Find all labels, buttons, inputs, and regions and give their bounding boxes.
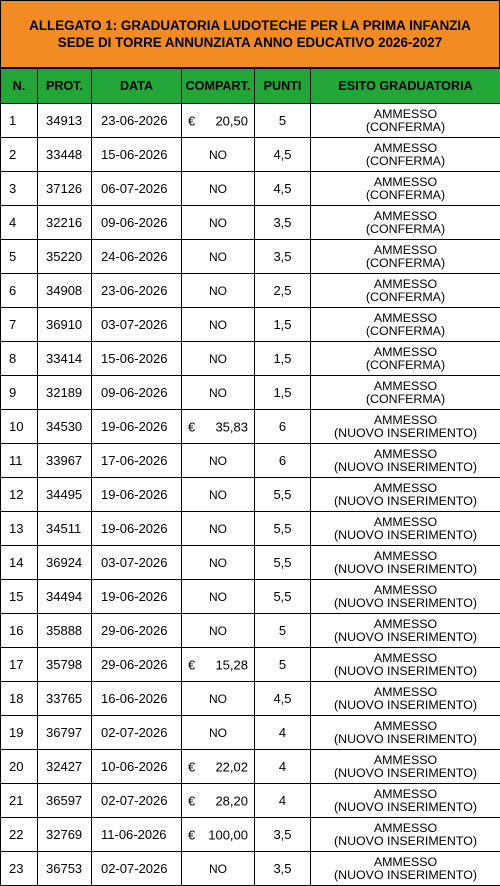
cell-prot: 34494 [38, 580, 92, 614]
cell-compart: NO [182, 512, 255, 546]
table-row [1, 240, 500, 274]
cell-compart: NO [182, 580, 255, 614]
cell-data: 03-07-2026 [92, 546, 182, 580]
esito-detail: (NUOVO INSERIMENTO) [311, 427, 500, 440]
euro-sign: € [188, 419, 195, 434]
cell-prot: 32427 [38, 750, 92, 784]
cell-n: 20 [1, 750, 38, 784]
cell-punti: 3,5 [255, 206, 311, 240]
cell-prot: 34495 [38, 478, 92, 512]
table-row [1, 410, 500, 444]
esito-detail: (CONFERMA) [311, 393, 500, 406]
header-punti: PUNTI [255, 69, 311, 104]
cell-punti: 3,5 [255, 852, 311, 886]
esito-status: AMMESSO [311, 448, 500, 461]
cell-esito [311, 478, 500, 512]
esito-detail: (NUOVO INSERIMENTO) [311, 835, 500, 848]
euro-sign: € [188, 827, 195, 842]
table-row [1, 818, 500, 852]
esito-detail: (CONFERMA) [311, 189, 500, 202]
compart-amount: 35,83 [215, 419, 248, 434]
cell-n: 2 [1, 138, 38, 172]
cell-compart [182, 410, 255, 444]
cell-n: 9 [1, 376, 38, 410]
cell-compart: NO [182, 682, 255, 716]
cell-compart: NO [182, 206, 255, 240]
euro-sign: € [188, 657, 195, 672]
cell-punti: 4,5 [255, 172, 311, 206]
euro-sign: € [188, 113, 195, 128]
esito-status: AMMESSO [311, 176, 500, 189]
cell-data: 02-07-2026 [92, 716, 182, 750]
table-row [1, 478, 500, 512]
cell-punti: 1,5 [255, 308, 311, 342]
cell-compart: NO [182, 308, 255, 342]
compart-amount: 15,28 [215, 657, 248, 672]
cell-n: 8 [1, 342, 38, 376]
cell-n: 1 [1, 104, 38, 138]
esito-detail: (NUOVO INSERIMENTO) [311, 801, 500, 814]
cell-prot: 33414 [38, 342, 92, 376]
cell-esito [311, 308, 500, 342]
table-row [1, 682, 500, 716]
cell-esito [311, 852, 500, 886]
cell-compart: NO [182, 240, 255, 274]
table-row [1, 614, 500, 648]
cell-compart: NO [182, 342, 255, 376]
cell-compart [182, 750, 255, 784]
cell-esito [311, 784, 500, 818]
cell-punti: 5,5 [255, 478, 311, 512]
esito-detail: (CONFERMA) [311, 121, 500, 134]
table-row [1, 274, 500, 308]
cell-n: 19 [1, 716, 38, 750]
cell-prot: 35798 [38, 648, 92, 682]
cell-prot: 34511 [38, 512, 92, 546]
esito-status: AMMESSO [311, 142, 500, 155]
esito-detail: (NUOVO INSERIMENTO) [311, 597, 500, 610]
esito-status: AMMESSO [311, 244, 500, 257]
esito-detail: (CONFERMA) [311, 223, 500, 236]
table-row [1, 138, 500, 172]
cell-prot: 33967 [38, 444, 92, 478]
esito-detail: (CONFERMA) [311, 257, 500, 270]
esito-detail: (NUOVO INSERIMENTO) [311, 869, 500, 882]
cell-compart [182, 784, 255, 818]
cell-data: 15-06-2026 [92, 342, 182, 376]
cell-esito [311, 682, 500, 716]
cell-punti: 5,5 [255, 580, 311, 614]
cell-n: 17 [1, 648, 38, 682]
esito-status: AMMESSO [311, 380, 500, 393]
cell-data: 29-06-2026 [92, 614, 182, 648]
cell-n: 22 [1, 818, 38, 852]
cell-prot: 32216 [38, 206, 92, 240]
cell-compart: NO [182, 376, 255, 410]
cell-prot: 37126 [38, 172, 92, 206]
table-body [1, 104, 500, 886]
esito-status: AMMESSO [311, 278, 500, 291]
cell-data: 19-06-2026 [92, 580, 182, 614]
cell-data: 10-06-2026 [92, 750, 182, 784]
esito-status: AMMESSO [311, 618, 500, 631]
table-row [1, 716, 500, 750]
cell-esito [311, 750, 500, 784]
cell-esito [311, 580, 500, 614]
table-row [1, 104, 500, 138]
cell-n: 14 [1, 546, 38, 580]
header-data: DATA [92, 69, 182, 104]
cell-n: 5 [1, 240, 38, 274]
cell-n: 15 [1, 580, 38, 614]
cell-compart [182, 818, 255, 852]
cell-esito [311, 376, 500, 410]
esito-detail: (NUOVO INSERIMENTO) [311, 529, 500, 542]
cell-prot: 33765 [38, 682, 92, 716]
cell-prot: 36597 [38, 784, 92, 818]
cell-compart: NO [182, 716, 255, 750]
esito-status: AMMESSO [311, 210, 500, 223]
cell-data: 02-07-2026 [92, 784, 182, 818]
cell-data: 09-06-2026 [92, 206, 182, 240]
cell-punti: 5,5 [255, 512, 311, 546]
cell-data: 06-07-2026 [92, 172, 182, 206]
header-esito: ESITO GRADUATORIA [311, 69, 500, 104]
cell-punti: 3,5 [255, 818, 311, 852]
table-row [1, 750, 500, 784]
cell-punti: 6 [255, 444, 311, 478]
esito-status: AMMESSO [311, 754, 500, 767]
header-n: N. [1, 69, 38, 104]
cell-esito [311, 444, 500, 478]
cell-esito [311, 104, 500, 138]
euro-sign: € [188, 793, 195, 808]
cell-data: 15-06-2026 [92, 138, 182, 172]
esito-detail: (NUOVO INSERIMENTO) [311, 733, 500, 746]
cell-prot: 32189 [38, 376, 92, 410]
cell-data: 16-06-2026 [92, 682, 182, 716]
esito-detail: (NUOVO INSERIMENTO) [311, 665, 500, 678]
cell-punti: 4,5 [255, 138, 311, 172]
table-row [1, 444, 500, 478]
cell-punti: 3,5 [255, 240, 311, 274]
table-row [1, 546, 500, 580]
cell-esito [311, 614, 500, 648]
cell-data: 19-06-2026 [92, 478, 182, 512]
esito-detail: (NUOVO INSERIMENTO) [311, 699, 500, 712]
title-banner [0, 0, 500, 68]
compart-amount: 20,50 [215, 113, 248, 128]
cell-esito [311, 648, 500, 682]
cell-n: 13 [1, 512, 38, 546]
cell-esito [311, 206, 500, 240]
esito-detail: (CONFERMA) [311, 359, 500, 372]
esito-status: AMMESSO [311, 550, 500, 563]
cell-compart: NO [182, 614, 255, 648]
esito-detail: (CONFERMA) [311, 325, 500, 338]
cell-punti: 4 [255, 784, 311, 818]
cell-punti: 1,5 [255, 342, 311, 376]
header-compart: COMPART. [182, 69, 255, 104]
cell-n: 18 [1, 682, 38, 716]
cell-n: 16 [1, 614, 38, 648]
title-line-1: ALLEGATO 1: GRADUATORIA LUDOTECHE PER LA PRIMA INFANZIA [29, 17, 471, 34]
cell-esito [311, 274, 500, 308]
table-row [1, 648, 500, 682]
esito-status: AMMESSO [311, 652, 500, 665]
cell-prot: 36797 [38, 716, 92, 750]
compart-amount: 28,20 [215, 793, 248, 808]
cell-punti: 5 [255, 104, 311, 138]
euro-sign: € [188, 759, 195, 774]
cell-data: 03-07-2026 [92, 308, 182, 342]
cell-punti: 5 [255, 614, 311, 648]
esito-status: AMMESSO [311, 482, 500, 495]
cell-compart: NO [182, 172, 255, 206]
cell-punti: 5,5 [255, 546, 311, 580]
esito-detail: (NUOVO INSERIMENTO) [311, 495, 500, 508]
ranking-table [0, 68, 500, 886]
cell-punti: 6 [255, 410, 311, 444]
esito-detail: (NUOVO INSERIMENTO) [311, 563, 500, 576]
cell-n: 7 [1, 308, 38, 342]
cell-data: 19-06-2026 [92, 410, 182, 444]
cell-esito [311, 546, 500, 580]
esito-status: AMMESSO [311, 822, 500, 835]
cell-data: 19-06-2026 [92, 512, 182, 546]
cell-esito [311, 716, 500, 750]
cell-esito [311, 240, 500, 274]
cell-compart: NO [182, 138, 255, 172]
esito-detail: (NUOVO INSERIMENTO) [311, 767, 500, 780]
esito-status: AMMESSO [311, 788, 500, 801]
cell-prot: 34908 [38, 274, 92, 308]
cell-compart: NO [182, 478, 255, 512]
esito-status: AMMESSO [311, 584, 500, 597]
cell-data: 23-06-2026 [92, 104, 182, 138]
cell-n: 10 [1, 410, 38, 444]
cell-prot: 36924 [38, 546, 92, 580]
cell-prot: 32769 [38, 818, 92, 852]
cell-punti: 4 [255, 750, 311, 784]
table-row [1, 172, 500, 206]
cell-esito [311, 818, 500, 852]
cell-data: 17-06-2026 [92, 444, 182, 478]
cell-compart [182, 104, 255, 138]
esito-status: AMMESSO [311, 516, 500, 529]
cell-n: 23 [1, 852, 38, 886]
cell-n: 3 [1, 172, 38, 206]
table-row [1, 580, 500, 614]
header-prot: PROT. [38, 69, 92, 104]
esito-status: AMMESSO [311, 108, 500, 121]
table-row [1, 784, 500, 818]
cell-data: 11-06-2026 [92, 818, 182, 852]
esito-detail: (NUOVO INSERIMENTO) [311, 631, 500, 644]
esito-status: AMMESSO [311, 414, 500, 427]
cell-prot: 33448 [38, 138, 92, 172]
esito-status: AMMESSO [311, 346, 500, 359]
cell-data: 02-07-2026 [92, 852, 182, 886]
esito-status: AMMESSO [311, 312, 500, 325]
cell-data: 09-06-2026 [92, 376, 182, 410]
cell-compart: NO [182, 444, 255, 478]
cell-data: 29-06-2026 [92, 648, 182, 682]
cell-data: 23-06-2026 [92, 274, 182, 308]
cell-punti: 1,5 [255, 376, 311, 410]
esito-detail: (CONFERMA) [311, 291, 500, 304]
table-row [1, 512, 500, 546]
esito-status: AMMESSO [311, 856, 500, 869]
table-row [1, 852, 500, 886]
cell-punti: 5 [255, 648, 311, 682]
esito-detail: (CONFERMA) [311, 155, 500, 168]
cell-compart: NO [182, 546, 255, 580]
cell-n: 6 [1, 274, 38, 308]
compart-amount: 22,02 [215, 759, 248, 774]
cell-esito [311, 138, 500, 172]
cell-prot: 35888 [38, 614, 92, 648]
table-row [1, 308, 500, 342]
compart-amount: 100,00 [208, 827, 248, 842]
table-row [1, 376, 500, 410]
cell-prot: 36753 [38, 852, 92, 886]
cell-compart: NO [182, 274, 255, 308]
esito-status: AMMESSO [311, 720, 500, 733]
cell-n: 21 [1, 784, 38, 818]
cell-punti: 2,5 [255, 274, 311, 308]
cell-esito [311, 410, 500, 444]
esito-detail: (NUOVO INSERIMENTO) [311, 461, 500, 474]
title-line-2: SEDE DI TORRE ANNUNZIATA ANNO EDUCATIVO 2026-2027 [58, 34, 442, 51]
cell-n: 11 [1, 444, 38, 478]
cell-prot: 35220 [38, 240, 92, 274]
cell-compart [182, 648, 255, 682]
cell-punti: 4,5 [255, 682, 311, 716]
cell-punti: 4 [255, 716, 311, 750]
cell-n: 4 [1, 206, 38, 240]
cell-compart: NO [182, 852, 255, 886]
cell-esito [311, 172, 500, 206]
cell-esito [311, 512, 500, 546]
table-row [1, 206, 500, 240]
esito-status: AMMESSO [311, 686, 500, 699]
table-header-row [1, 69, 500, 104]
cell-esito [311, 342, 500, 376]
table-row [1, 342, 500, 376]
cell-prot: 36910 [38, 308, 92, 342]
cell-prot: 34530 [38, 410, 92, 444]
cell-prot: 34913 [38, 104, 92, 138]
cell-data: 24-06-2026 [92, 240, 182, 274]
cell-n: 12 [1, 478, 38, 512]
